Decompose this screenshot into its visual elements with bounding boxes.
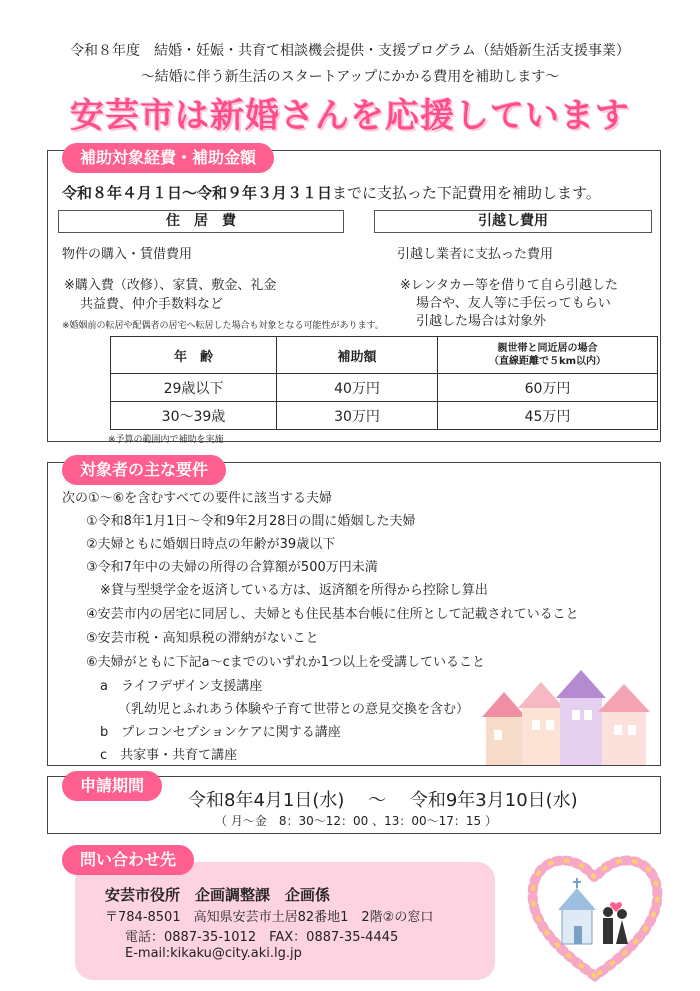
contact-heading: 問い合わせ先 xyxy=(62,845,194,875)
table-row xyxy=(111,374,658,402)
houses-illustration xyxy=(478,670,656,765)
subsidy-period: 令和８年４月１日～令和９年３月３１日 xyxy=(62,184,333,202)
moving-note-3: 引越した場合は対象外 xyxy=(416,314,547,329)
subtitle: ～結婚に伴う新生活のスタートアップにかかる費用を補助します～ xyxy=(140,69,560,85)
subsidy-lead xyxy=(62,182,601,203)
table-row xyxy=(111,402,658,430)
application-period: 令和8年4月1日(水) ～ 令和9年3月10日(水) xyxy=(188,790,578,811)
wedding-wreath-illustration xyxy=(520,838,670,986)
contact-office: 安芸市役所 企画調整課 企画係 xyxy=(105,886,331,904)
course-item: c 共家事・共育て講座 xyxy=(100,748,238,763)
moving-note-1: ※レンタカー等を借りて自ら引越した xyxy=(400,278,619,293)
header-amount: 補助額 xyxy=(277,337,438,374)
requirement-item: ④安芸市内の居宅に同居し、夫婦とも住民基本台帳に住所として記載されていること xyxy=(86,607,579,622)
contact-address: 〒784-8501 高知県安芸市土居82番地1 2階②の窓口 xyxy=(105,910,434,925)
requirement-item: ②夫婦ともに婚姻日時点の年齢が39歳以下 xyxy=(86,537,336,552)
housing-desc: 物件の購入・賃借費用 xyxy=(62,247,193,262)
contact-phone: 電話：0887-35-1012 FAX：0887-35-4445 xyxy=(125,930,399,945)
requirement-item: ⑥夫婦がともに下記a～cまでのいずれか1つ以上を受講していること xyxy=(86,655,486,670)
housing-note-1: ※購入費（改修）、家賃、敷金、礼金 xyxy=(64,278,277,293)
requirement-item: ⑤安芸市税・高知県税の滞納がないこと xyxy=(86,631,319,646)
header-near-line2: （直線距離で５km以内） xyxy=(488,356,607,367)
subsidy-lead-rest: までに支払った下記費用を補助します。 xyxy=(332,184,601,202)
row1-age: 29歳以下 xyxy=(111,374,277,402)
row2-near: 45万円 xyxy=(438,402,658,430)
moving-label: 引越し費用 xyxy=(374,210,652,233)
page-title: 安芸市は新婚さんを応援しています xyxy=(70,96,630,136)
course-item: b プレコンセプションケアに関する講座 xyxy=(100,725,341,740)
course-note: （乳幼児とふれあう体験や子育て世帯との意見交換を含む） xyxy=(118,702,470,717)
row1-near: 60万円 xyxy=(438,374,658,402)
header-near xyxy=(438,337,658,374)
header-age: 年 齢 xyxy=(111,337,277,374)
moving-note-2: 場合や、友人等に手伝ってもらい xyxy=(416,296,611,311)
housing-label: 住 居 費 xyxy=(58,210,344,233)
requirement-note: ※貸与型奨学金を返済している方は、返済額を所得から控除し算出 xyxy=(100,583,488,598)
housing-note-2: 共益費、仲介手数料など xyxy=(80,297,224,312)
requirement-item: ③令和7年中の夫婦の所得の合算額が500万円未満 xyxy=(86,560,378,575)
requirements-intro: 次の①～⑥を含むすべての要件に該当する夫婦 xyxy=(62,491,333,506)
moving-desc: 引越し業者に支払った費用 xyxy=(397,247,554,262)
subsidy-section-heading: 補助対象経費・補助金額 xyxy=(62,143,274,173)
table-header-row xyxy=(111,337,658,374)
row2-amount: 30万円 xyxy=(277,402,438,430)
course-item: a ライフデザイン支援講座 xyxy=(100,679,263,694)
table-footnote: ※予算の範囲内で補助を実施 xyxy=(108,435,224,445)
row2-age: 30～39歳 xyxy=(111,402,277,430)
requirements-heading: 対象者の主な要件 xyxy=(62,455,226,485)
contact-email[interactable]: E-mail:kikaku@city.aki.lg.jp xyxy=(125,946,302,961)
office-hours: （ 月～金 8：30～12：00 、13：00～17：15 ） xyxy=(215,814,497,828)
subsidy-table xyxy=(110,336,658,430)
header-near-line1: 親世帯と同近居の場合 xyxy=(497,343,598,354)
housing-note-3: ※婚姻前の転居や配偶者の居宅へ転居した場合も対象となる可能性があります。 xyxy=(62,321,384,331)
program-name: 令和８年度 結婚・妊娠・共育て相談機会提供・支援プログラム（結婚新生活支援事業） xyxy=(70,43,630,59)
application-period-heading: 申請期間 xyxy=(62,771,162,801)
row1-amount: 40万円 xyxy=(277,374,438,402)
requirement-item: ①令和8年1月1日～令和9年2月28日の間に婚姻した夫婦 xyxy=(86,514,416,529)
